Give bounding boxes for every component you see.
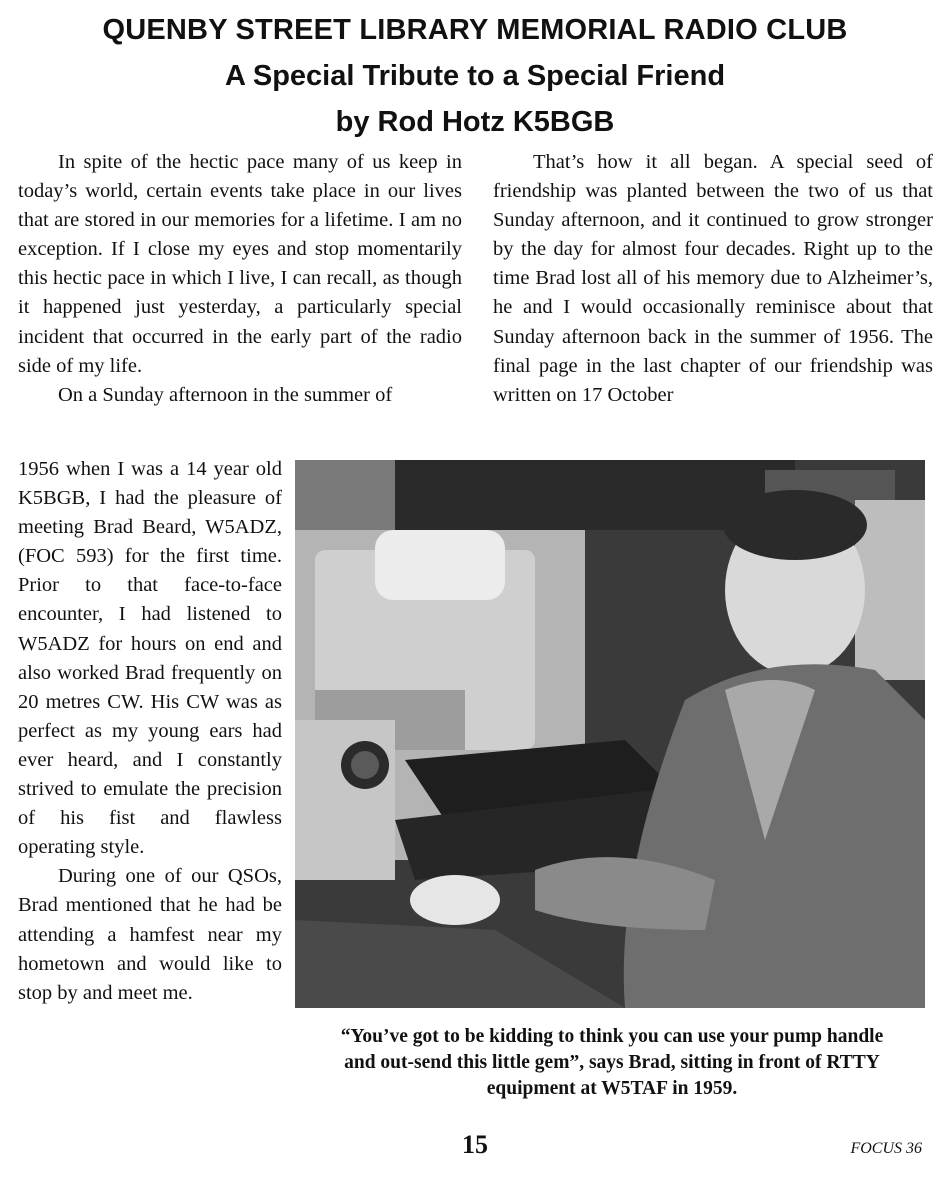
paragraph-2-continued: 1956 when I was a 14 year old K5BGB, I had the pleasure of meeting Brad Beard, W5ADZ, (FOC 593) for the first time. Prior to that face-to-face encounter, I had listened to W5ADZ for hours on end and also worked Brad frequently on 20 metres CW. His CW was as perfect as my young ears had ever heard, and I constantly strived to emulate the precision of his fist and flawless operating style. xyxy=(18,458,282,859)
caption-line-1: “You’ve got to be kidding to think you can use your pump handle xyxy=(340,1026,884,1047)
photo-caption xyxy=(292,1024,932,1102)
page-number: 15 xyxy=(462,1130,488,1159)
caption-line-2: and out-send this little gem”, says Brad, sitting in front of RTTY xyxy=(344,1052,880,1073)
caption-line-3: equipment at W5TAF in 1959. xyxy=(486,1078,738,1099)
right-column xyxy=(493,148,933,410)
paragraph-1: In spite of the hectic pace many of us keep in today’s world, certain events take place in our lives that are stored in our memories for a lifetime. I am no exception. If I close my eyes and stop momentarily this hectic pace in which I live, I can recall, as though it happened just yesterday, a particularly special incident that occurred in the early part of the radio side of my life. xyxy=(18,151,462,377)
article-byline: by Rod Hotz K5BGB xyxy=(335,106,615,138)
article-title: A Special Tribute to a Special Friend xyxy=(224,60,726,92)
left-column xyxy=(18,148,462,410)
paragraph-2-start: On a Sunday afternoon in the summer of xyxy=(58,383,393,406)
paragraph-4: That’s how it all began. A special seed of friendship was planted between the two of us that Sunday afternoon, and it continued to grow stronger by the day for almost four decades. Right up to the time Brad lost all of his memory due to Alzheimer’s, he and I would occasionally reminisce about that Sunday afternoon back in the summer of 1956. The final page in the last chapter of our friendship was written on 17 October xyxy=(493,151,933,406)
journal-name: FOCUS 36 xyxy=(850,1140,922,1157)
photo-brad-at-rtty-equipment xyxy=(295,460,925,1008)
narrow-column xyxy=(18,455,282,1008)
club-title: QUENBY STREET LIBRARY MEMORIAL RADIO CLUB xyxy=(102,14,848,46)
paragraph-3: During one of our QSOs, Brad mentioned that he had be attending a hamfest near my hometown and would like to stop by and meet me. xyxy=(18,865,282,1004)
photo-illustration xyxy=(295,460,925,1008)
